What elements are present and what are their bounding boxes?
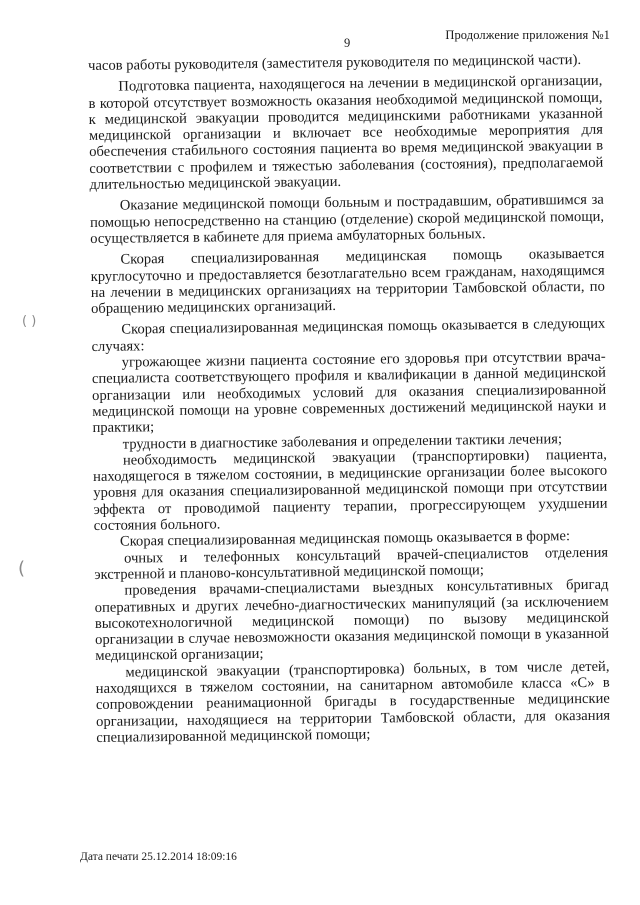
list-item: трудности в диагностике заболевания и определении тактики лечения; [122, 430, 563, 453]
appendix-continuation-note: Продолжение приложения №1 [445, 28, 610, 42]
paragraph: Подготовка пациента, находящегося на лечении в медицинской организации, в которой отсутствует возможность оказания необходимой медицинской помощи, к медицинской эвакуации проводится медицинскими работниками указанной медицинской организации и включает все необходимые мероприятия для обеспечения стабильного состояния пациента во время медицинской эвакуации в соответствии с профилем и тяжестью заболевания (состояния), предполагаемой длительностью медицинской эвакуации. [88, 73, 604, 194]
page-number: 9 [344, 36, 351, 50]
document-body [88, 52, 610, 746]
hole-punch-mark: ( [18, 558, 26, 579]
paragraph: часов работы руководителя (заместителя руководителя по медицинской части). [88, 51, 582, 74]
list-item: медицинской эвакуации (транспортировка) больных, в том числе детей, находящихся в тяжелом состоянии, на санитарном автомобиле класса «С» в сопровождении реанимационной бригады в государственные медицинские организации, находящиеся на территории Тамбовской области, для оказания специализированной медицинской помощи; [95, 658, 611, 746]
paragraph: Скорая специализированная медицинская помощь оказывается в форме: [119, 528, 571, 550]
paragraph: Скорая специализированная медицинская помощь оказывается круглосуточно и предоставляется безотлагательно всем гражданам, находящимся на лечении в медицинских организациях на территории Тамбовской области, по обращению медицинских организаций. [90, 245, 605, 318]
list-item: угрожающее жизни пациента состояние его здоровья при отсутствии врача-специалиста соответствующего профиля и квалификации в данной медицинской организации или необходимых условий для оказания специализированной медицинской помощи на уровне современных достижений медицинской науки и практики; [91, 348, 607, 437]
paragraph: Оказание медицинской помощи больным и пострадавшим, обратившимся за помощью непосредственно на станцию (отделение) скорой медицинской помощи, осуществляется в кабинете для приема амбулаторных больных. [89, 192, 605, 247]
list-item: необходимость медицинской эвакуации (транспортировки) пациента, находящегося в тяжелом состоянии, в медицинские организации более высокого уровня для оказания специализированной медицинской помощи при отсутствии эффекта от проводимой пациенту терапии, прогрессирующем ухудшении состояния больного. [93, 446, 608, 534]
hole-punch-mark: ( ) [22, 314, 37, 329]
list-item: очных и телефонных консультаций врачей-специалистов отделения экстренной и планово-консультативной медицинской помощи; [94, 544, 609, 583]
paragraph: Скорая специализированная медицинская помощь оказывается в следующих случаях: [91, 316, 606, 355]
list-item: проведения врачами-специалистами выездных консультативных бригад оперативных и других лечебно-диагностических манипуляций (за исключением высокотехнологичной медицинской помощи) по вызову медицинской организации в случае невозможности оказания медицинской помощи в указанной медицинской организации; [94, 576, 610, 665]
print-date: Дата печати 25.12.2014 18:09:16 [80, 851, 237, 863]
